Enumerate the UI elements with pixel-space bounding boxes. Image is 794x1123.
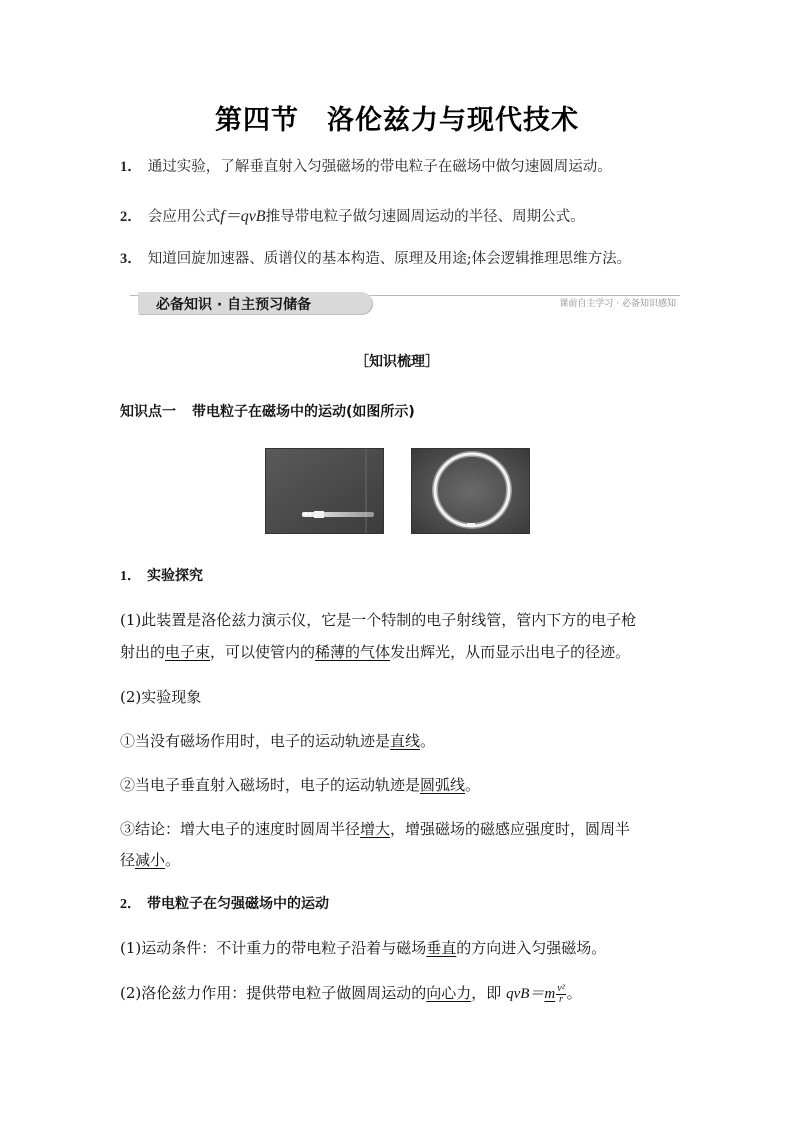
section-band	[120, 291, 680, 315]
straight-beam-image	[266, 449, 383, 533]
text-run: 。	[165, 851, 181, 869]
paragraph-device-line1: (1)此装置是洛伦兹力演示仪，它是一个特制的电子射线管，管内下方的电子枪	[120, 611, 637, 629]
text-run: 发出辉光，从而显示出电子的径迹。	[390, 643, 631, 661]
objective-text: 通过实验，了解垂直射入匀强磁场的带电粒子在磁场中做匀速圆周运动。	[147, 159, 612, 175]
text-run: 。	[566, 984, 582, 1002]
text-run: 。	[465, 776, 481, 794]
page-title: 第四节 洛伦兹力与现代技术	[215, 105, 579, 136]
text-run: 射出的	[120, 643, 166, 661]
text-run: ，增强磁场的磁感应强度时，圆周半	[390, 820, 631, 838]
answer-straight-line: 直线	[390, 732, 421, 750]
knowledge-point-title: 带电粒子在磁场中的运动(如图所示)	[192, 404, 415, 420]
formula-qvb: qvB＝	[506, 986, 545, 1002]
objective-text: 会应用公式	[147, 209, 221, 225]
paragraph-device-line2	[120, 641, 630, 662]
formula-lorentz: f＝qvB	[220, 208, 266, 225]
knowledge-point-heading	[120, 401, 415, 421]
text-run: ，即	[471, 984, 502, 1002]
objective-number: 2．	[120, 209, 142, 225]
heading-uniform-field	[120, 893, 329, 913]
text-run: 径	[120, 851, 136, 869]
heading-number: 2．	[120, 897, 141, 912]
objective-number: 1．	[120, 159, 142, 175]
text-run: (2)洛伦兹力作用：提供带电粒子做圆周运动的	[120, 984, 427, 1002]
band-label: 必备知识 · 自主预习储备	[156, 297, 312, 313]
text-run: (1)运动条件：不计重力的带电粒子沿着与磁场	[120, 939, 427, 957]
answer-electron-beam: 电子束	[165, 643, 211, 661]
observation-3-line2	[120, 849, 180, 870]
answer-arc: 圆弧线	[420, 776, 466, 794]
knowledge-point-label: 知识点一	[120, 404, 176, 420]
text-run: ②当电子垂直射入磁场时，电子的运动轨迹是	[120, 776, 421, 794]
objective-2	[120, 203, 680, 226]
objective-number: 3．	[120, 251, 142, 267]
heading-text: 带电粒子在匀强磁场中的运动	[147, 896, 329, 912]
experiment-photo-circular-beam	[411, 448, 530, 534]
heading-number: 1．	[120, 569, 141, 584]
objective-1	[120, 155, 680, 176]
text-run: ③结论：增大电子的速度时圆周半径	[120, 820, 361, 838]
observation-2	[120, 774, 480, 795]
fraction-numerator: v²	[557, 982, 565, 994]
experiment-photo-straight-beam	[265, 448, 384, 534]
text-run: ①当没有磁场作用时，电子的运动轨迹是	[120, 732, 391, 750]
heading-text: 实验探究	[147, 568, 203, 584]
answer-centripetal-force: 向心力	[426, 984, 472, 1002]
answer-thin-gas: 稀薄的气体	[315, 643, 391, 661]
paragraph-lorentz-role	[120, 982, 582, 1005]
objective-text: 推导带电粒子做匀速圆周运动的半径、周期公式。	[265, 209, 585, 225]
observation-1	[120, 730, 435, 751]
observation-3-line1	[120, 818, 630, 839]
text-run: 。	[420, 732, 436, 750]
objective-text: 知道回旋加速器、质谱仪的基本构造、原理及用途;体会逻辑推理思维方法。	[147, 251, 632, 267]
fraction-denominator: r	[559, 993, 563, 1005]
answer-decrease: 减小	[135, 851, 166, 869]
text-run: 的方向进入匀强磁场。	[456, 939, 607, 957]
fraction-v2-over-r	[556, 984, 565, 1005]
answer-perpendicular: 垂直	[426, 939, 457, 957]
heading-experiment	[120, 565, 203, 585]
band-note: 课前自主学习 · 必备知识感知	[559, 299, 676, 309]
section-title: ［知识梳理］	[355, 354, 439, 370]
objective-3	[120, 247, 680, 268]
formula-m: m	[544, 986, 556, 1002]
answer-increase: 增大	[360, 820, 391, 838]
text-run: ，可以使管内的	[210, 643, 316, 661]
paragraph-phenomena: (2)实验现象	[120, 688, 202, 706]
answer-formula	[544, 982, 566, 1005]
paragraph-condition	[120, 937, 606, 958]
band-tag	[138, 292, 372, 314]
circular-beam-image	[412, 449, 529, 533]
